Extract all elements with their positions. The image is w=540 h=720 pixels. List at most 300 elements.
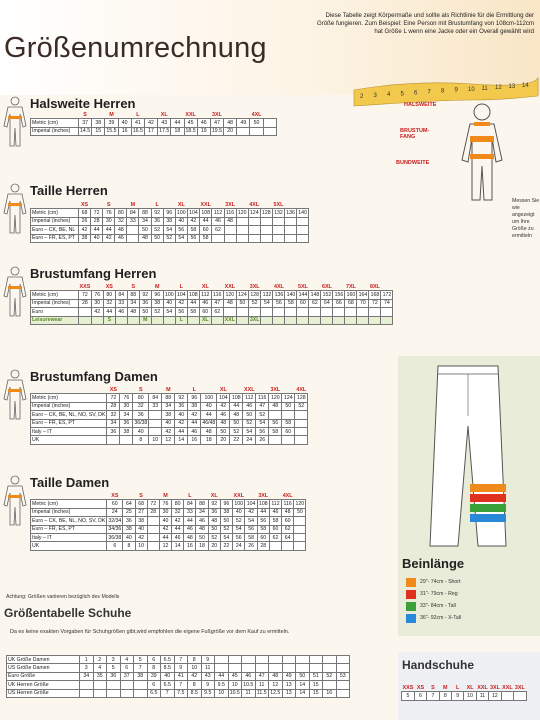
table-cell: M xyxy=(139,316,151,324)
table-cell xyxy=(381,316,393,324)
table-cell xyxy=(134,689,148,697)
table-cell: 34 xyxy=(196,508,208,516)
table-cell: 42 xyxy=(103,234,115,242)
table-cell: 26 xyxy=(79,217,91,225)
table-cell xyxy=(79,316,92,324)
table-cell: 54 xyxy=(243,427,256,435)
table-cell: 26 xyxy=(256,436,269,444)
table-cell xyxy=(261,308,273,316)
table-cell: 50 xyxy=(243,411,256,419)
table-cell xyxy=(224,226,236,234)
table-cell: 13 xyxy=(282,689,296,697)
person-measure-icon xyxy=(2,183,28,240)
table-cell: 72 xyxy=(91,209,103,217)
table-cell xyxy=(295,436,308,444)
table-cell: 76 xyxy=(103,209,115,217)
table-cell: 27 xyxy=(135,508,147,516)
table-cell: 40 xyxy=(161,672,175,680)
table-cell: 12 xyxy=(489,692,501,700)
table-cell xyxy=(282,411,295,419)
table-cell: 4 xyxy=(93,664,107,672)
table-cell xyxy=(321,316,333,324)
size-header-cell xyxy=(149,386,162,394)
table-cell xyxy=(120,681,134,689)
table-cell: 76 xyxy=(120,394,133,402)
table-cell xyxy=(309,664,323,672)
table-cell: 44 xyxy=(215,672,229,680)
size-header-cell xyxy=(163,201,175,209)
person-measure-icon xyxy=(2,266,28,323)
table-cell: 40 xyxy=(233,508,245,516)
table-cell: 8 xyxy=(133,436,149,444)
table-cell: 64 xyxy=(282,533,294,541)
table-cell: 1 xyxy=(80,656,94,664)
table-cell xyxy=(345,308,357,316)
table-cell: 45 xyxy=(228,672,242,680)
size-header-cell: XL xyxy=(466,684,474,691)
tape-number: 5 xyxy=(400,91,404,98)
tape-number: 7 xyxy=(427,89,431,96)
table-cell: 116 xyxy=(213,292,222,299)
table-cell: 112 xyxy=(271,501,280,508)
table-row xyxy=(31,533,306,541)
section-title: Taille Herren xyxy=(30,183,108,198)
size-table xyxy=(30,201,309,243)
table-cell xyxy=(294,533,306,541)
table-row xyxy=(31,308,393,316)
size-header-cell xyxy=(187,283,199,291)
table-cell: 60 xyxy=(257,533,269,541)
row-label: Imperial (inches) xyxy=(31,299,79,307)
size-header-cell: L xyxy=(136,111,140,118)
table-cell: 18 xyxy=(196,542,208,550)
size-header-cell: L xyxy=(188,492,192,499)
size-header-cell xyxy=(263,111,276,119)
table-cell: 120 xyxy=(237,210,247,217)
table-cell: 12 xyxy=(159,542,171,550)
size-header-cell: M xyxy=(155,283,160,290)
table-cell: 37 xyxy=(79,119,92,127)
table-cell: 56 xyxy=(233,533,245,541)
section-title: Taille Damen xyxy=(30,475,110,490)
size-header-cell: 4XL xyxy=(296,386,307,393)
table-cell xyxy=(149,411,162,419)
table-cell: 9 xyxy=(174,664,188,672)
table-cell: 38 xyxy=(134,672,148,680)
table-cell: 160 xyxy=(346,292,356,299)
table-cell: 7 xyxy=(174,681,188,689)
table-row xyxy=(7,664,350,672)
table-cell: 62 xyxy=(211,308,223,316)
table-cell xyxy=(120,689,134,697)
table-cell: 148 xyxy=(310,292,320,299)
table-cell: 164 xyxy=(358,292,368,299)
table-cell: 120 xyxy=(223,291,236,299)
table-cell xyxy=(369,308,381,316)
table-cell: 34 xyxy=(139,217,151,225)
table-cell: 116 xyxy=(256,394,269,402)
table-cell: 53 xyxy=(336,672,350,680)
table-cell: 104 xyxy=(176,292,186,299)
size-header-cell: S xyxy=(83,111,87,118)
table-cell: 15 xyxy=(309,681,323,689)
table-cell: XXL xyxy=(224,317,235,324)
size-header-cell xyxy=(261,283,273,291)
table-cell: 12 xyxy=(162,436,175,444)
table-cell xyxy=(147,542,159,550)
table-cell xyxy=(272,234,284,242)
table-cell xyxy=(223,308,236,316)
size-header-cell xyxy=(187,201,199,209)
table-cell: 54 xyxy=(233,525,245,533)
size-header-cell xyxy=(175,386,188,394)
table-cell xyxy=(282,656,296,664)
table-row xyxy=(7,656,350,664)
table-cell: 37 xyxy=(120,672,134,680)
person-measure-icon xyxy=(2,96,28,153)
table-cell: 46 xyxy=(115,308,127,316)
table-cell: 58 xyxy=(282,419,295,427)
table-cell: 7.5 xyxy=(174,689,188,697)
table-row xyxy=(31,402,308,410)
table-cell xyxy=(261,316,273,324)
row-label: Metric (cm) xyxy=(31,394,107,402)
table-cell: 17.5 xyxy=(159,128,170,135)
table-cell: 74 xyxy=(381,299,393,307)
tape-number: 3 xyxy=(373,93,377,100)
size-header-cell xyxy=(294,492,306,500)
table-cell xyxy=(248,217,260,225)
size-header-cell xyxy=(31,492,107,500)
size-header-cell: XS xyxy=(105,283,113,290)
table-cell: 46 xyxy=(172,533,184,541)
table-row xyxy=(31,119,277,127)
table-cell xyxy=(282,542,294,550)
table-cell xyxy=(236,308,248,316)
table-cell: 68 xyxy=(79,209,91,217)
table-cell: 58 xyxy=(269,517,281,525)
table-cell: 22 xyxy=(230,436,243,444)
table-cell xyxy=(91,316,103,324)
table-cell: 128 xyxy=(262,210,271,217)
table-cell: 72 xyxy=(369,299,381,307)
table-cell: XL xyxy=(199,316,211,324)
table-cell: 6.5 xyxy=(147,689,161,697)
table-cell: 28 xyxy=(79,299,92,307)
table-cell: 36 xyxy=(123,517,135,525)
table-cell: 92 xyxy=(139,291,151,299)
table-cell xyxy=(255,664,269,672)
size-header-cell: XL xyxy=(201,283,209,290)
table-cell xyxy=(228,656,242,664)
table-cell: 32/34 xyxy=(108,517,122,524)
table-cell: 6.5 xyxy=(161,656,175,664)
table-cell: 44 xyxy=(171,119,184,127)
table-cell: 42 xyxy=(175,299,187,307)
table-cell: 16 xyxy=(188,436,201,444)
table-cell: 120 xyxy=(295,501,305,508)
table-cell: 47 xyxy=(256,402,269,410)
table-cell: 36 xyxy=(107,672,121,680)
table-cell xyxy=(297,234,309,242)
person-measure-icon xyxy=(2,369,28,426)
table-cell: 56 xyxy=(187,234,199,242)
table-cell: 104 xyxy=(246,501,256,508)
table-cell: 42 xyxy=(91,308,103,316)
table-cell xyxy=(309,308,321,316)
table-cell: 16 xyxy=(118,127,131,135)
table-cell xyxy=(309,316,321,324)
table-cell xyxy=(282,664,296,672)
table-cell: 44 xyxy=(188,419,201,427)
table-cell: 11 xyxy=(201,664,215,672)
row-label: Euro – FR, ES, PT xyxy=(31,419,107,427)
table-cell xyxy=(115,316,127,324)
table-cell: 124 xyxy=(238,292,247,299)
pants-icon xyxy=(398,356,540,556)
row-label: Euro xyxy=(31,308,79,316)
row-label: Italy – IT xyxy=(31,533,107,541)
table-cell: 32 xyxy=(107,411,120,419)
table-cell: 10 xyxy=(188,664,202,672)
table-cell xyxy=(295,419,308,427)
table-cell: 40 xyxy=(175,217,187,225)
table-cell: 104 xyxy=(189,210,198,217)
size-header-cell: S xyxy=(131,283,136,290)
table-cell: 43 xyxy=(201,672,215,680)
size-header-cell: XL xyxy=(210,492,218,499)
size-header-cell xyxy=(144,111,157,119)
table-cell xyxy=(269,542,281,550)
table-cell: 38 xyxy=(162,411,175,419)
table-cell: 15.5 xyxy=(106,128,117,135)
table-cell: 42 xyxy=(162,427,175,435)
size-header-cell: 6XL xyxy=(321,283,332,290)
table-row xyxy=(7,681,350,689)
table-cell: 34 xyxy=(107,419,120,427)
size-header-cell xyxy=(139,283,151,291)
table-cell: 54 xyxy=(163,226,175,234)
table-cell: 54 xyxy=(256,419,269,427)
size-header-cell: 3XL xyxy=(258,492,269,499)
table-cell: 8 xyxy=(147,664,161,672)
table-cell: 38 xyxy=(92,119,105,127)
table-row xyxy=(31,291,393,299)
table-cell: 14.5 xyxy=(80,128,91,135)
table-cell: 8 xyxy=(439,692,451,700)
table-cell: 36 xyxy=(139,299,151,307)
table-cell: 96 xyxy=(163,209,175,217)
table-cell xyxy=(215,664,229,672)
table-cell: 58 xyxy=(285,299,297,307)
table-cell: 46 xyxy=(242,672,256,680)
table-cell: 24 xyxy=(233,542,245,550)
table-cell: 42 xyxy=(245,508,257,516)
table-cell xyxy=(285,316,297,324)
size-header-cell xyxy=(381,283,393,291)
table-cell xyxy=(294,525,306,533)
table-cell: 96 xyxy=(188,394,201,402)
table-cell: 88 xyxy=(127,291,139,299)
table-cell: 18 xyxy=(171,127,184,135)
size-table xyxy=(30,111,277,136)
table-cell: 40 xyxy=(201,402,217,410)
table-cell xyxy=(263,119,276,127)
table-row xyxy=(402,692,527,700)
table-cell: 46 xyxy=(212,217,224,225)
table-cell: 33 xyxy=(115,299,127,307)
table-cell: 92 xyxy=(208,500,220,508)
table-cell: 28 xyxy=(147,508,159,516)
row-label: Imperial (inches) xyxy=(31,402,107,410)
size-header-cell xyxy=(147,492,159,500)
table-cell: 66 xyxy=(333,299,345,307)
table-cell: 32 xyxy=(115,217,127,225)
table-cell: 60 xyxy=(107,500,123,508)
table-cell: 39 xyxy=(147,672,161,680)
table-cell xyxy=(295,411,308,419)
table-cell xyxy=(284,234,296,242)
size-header-cell: 7XL xyxy=(345,283,356,290)
table-cell: 40 xyxy=(135,525,147,533)
table-cell: 48 xyxy=(223,299,236,307)
table-cell: 19 xyxy=(197,127,210,135)
table-cell: 36 xyxy=(133,411,149,419)
bundweite-label: BUNDWEITE xyxy=(396,160,430,166)
table-cell: 56 xyxy=(175,226,187,234)
size-header-cell xyxy=(120,386,133,394)
table-cell: 172 xyxy=(382,292,392,299)
table-cell: 136 xyxy=(286,210,295,217)
size-table xyxy=(30,283,393,325)
table-cell: 84 xyxy=(184,500,196,508)
table-cell: 10 xyxy=(464,692,476,700)
row-label: US Herren Größe xyxy=(7,689,80,697)
table-cell: 45 xyxy=(184,119,197,127)
table-cell: 50 xyxy=(220,517,232,525)
size-header-cell xyxy=(91,201,103,209)
section-title: Brustumfang Herren xyxy=(30,266,157,281)
table-cell xyxy=(297,226,309,234)
table-cell: 80 xyxy=(115,209,127,217)
table-cell: 152 xyxy=(322,292,332,299)
table-cell xyxy=(127,234,139,242)
table-cell: 41 xyxy=(131,119,144,127)
size-header-cell xyxy=(31,111,79,119)
table-cell: 20 xyxy=(217,436,230,444)
table-cell: 41 xyxy=(174,672,188,680)
table-cell: 42 xyxy=(175,419,188,427)
table-cell: 11 xyxy=(242,689,256,697)
size-header-cell xyxy=(115,201,127,209)
table-cell: 47 xyxy=(210,119,223,127)
table-cell xyxy=(309,656,323,664)
table-cell xyxy=(297,308,309,316)
table-cell: 58 xyxy=(199,234,211,242)
table-cell: 36/38 xyxy=(134,420,148,427)
size-header-cell xyxy=(236,283,248,291)
row-label: Metric (cm) xyxy=(31,209,79,217)
table-cell: 9.5 xyxy=(201,689,215,697)
halsweite-label: HALSWEITE xyxy=(404,102,437,108)
table-cell: 30 xyxy=(103,217,115,225)
table-cell: 48 xyxy=(208,517,220,525)
table-cell xyxy=(215,656,229,664)
size-header-cell xyxy=(260,201,272,209)
size-header-cell: XXL xyxy=(244,386,255,393)
table-cell xyxy=(248,308,261,316)
row-label: Imperial (inches) xyxy=(31,217,79,225)
table-cell: 20 xyxy=(224,127,237,135)
table-cell: 16 xyxy=(184,542,196,550)
table-cell xyxy=(147,517,159,525)
size-header-cell xyxy=(163,283,175,291)
row-label: Italy – IT xyxy=(31,427,107,435)
table-cell: 42 xyxy=(188,672,202,680)
table-cell xyxy=(260,234,272,242)
table-cell: 62 xyxy=(269,533,281,541)
table-cell: 62 xyxy=(212,226,224,234)
table-cell: 50 xyxy=(294,508,306,516)
table-cell xyxy=(336,664,350,672)
table-cell: 72 xyxy=(107,394,120,402)
table-cell: 50 xyxy=(236,299,248,307)
table-cell xyxy=(294,542,306,550)
size-header-cell: XXL xyxy=(502,684,513,691)
table-cell xyxy=(357,316,369,324)
row-label: Imperial (inches) xyxy=(31,127,79,135)
table-cell: 34 xyxy=(80,672,94,680)
table-cell: 54 xyxy=(175,234,187,242)
size-header-cell xyxy=(230,386,243,394)
legend-label: 31"- 79cm - Reg xyxy=(420,591,458,597)
table-cell: 33 xyxy=(127,217,139,225)
table-cell: 38 xyxy=(163,217,175,225)
table-cell: 128 xyxy=(295,394,308,402)
table-cell xyxy=(336,689,350,697)
table-cell: 14 xyxy=(296,681,310,689)
tape-number: 8 xyxy=(441,88,445,95)
table-cell xyxy=(120,436,133,444)
table-cell: 42 xyxy=(159,525,171,533)
table-cell: 40 xyxy=(162,419,175,427)
size-header-cell: 4XL xyxy=(249,201,260,208)
legend-swatch xyxy=(406,590,416,599)
table-cell: 64 xyxy=(123,500,135,508)
size-header-cell xyxy=(333,283,345,291)
table-cell: 11 xyxy=(255,681,269,689)
table-cell xyxy=(284,226,296,234)
table-cell: 10.5 xyxy=(229,690,240,697)
table-cell: 10 xyxy=(149,436,162,444)
section-title: Halsweite Herren xyxy=(30,96,136,111)
table-cell: 124 xyxy=(282,394,295,402)
tape-number: 12 xyxy=(495,85,502,91)
table-cell: 50 xyxy=(139,308,151,316)
size-header-cell xyxy=(357,283,369,291)
table-cell: 36/38 xyxy=(108,534,122,541)
table-cell: 80 xyxy=(133,394,149,402)
row-label: Euro – FR, ES, PT xyxy=(31,525,107,533)
table-cell: 128 xyxy=(250,292,259,299)
table-cell: 36 xyxy=(120,419,133,427)
table-row xyxy=(31,419,308,427)
table-cell: 46 xyxy=(197,119,210,127)
size-header-cell: XS xyxy=(111,492,119,499)
size-header-cell: XXS xyxy=(79,283,91,290)
table-cell xyxy=(79,308,92,316)
table-cell xyxy=(237,127,250,135)
